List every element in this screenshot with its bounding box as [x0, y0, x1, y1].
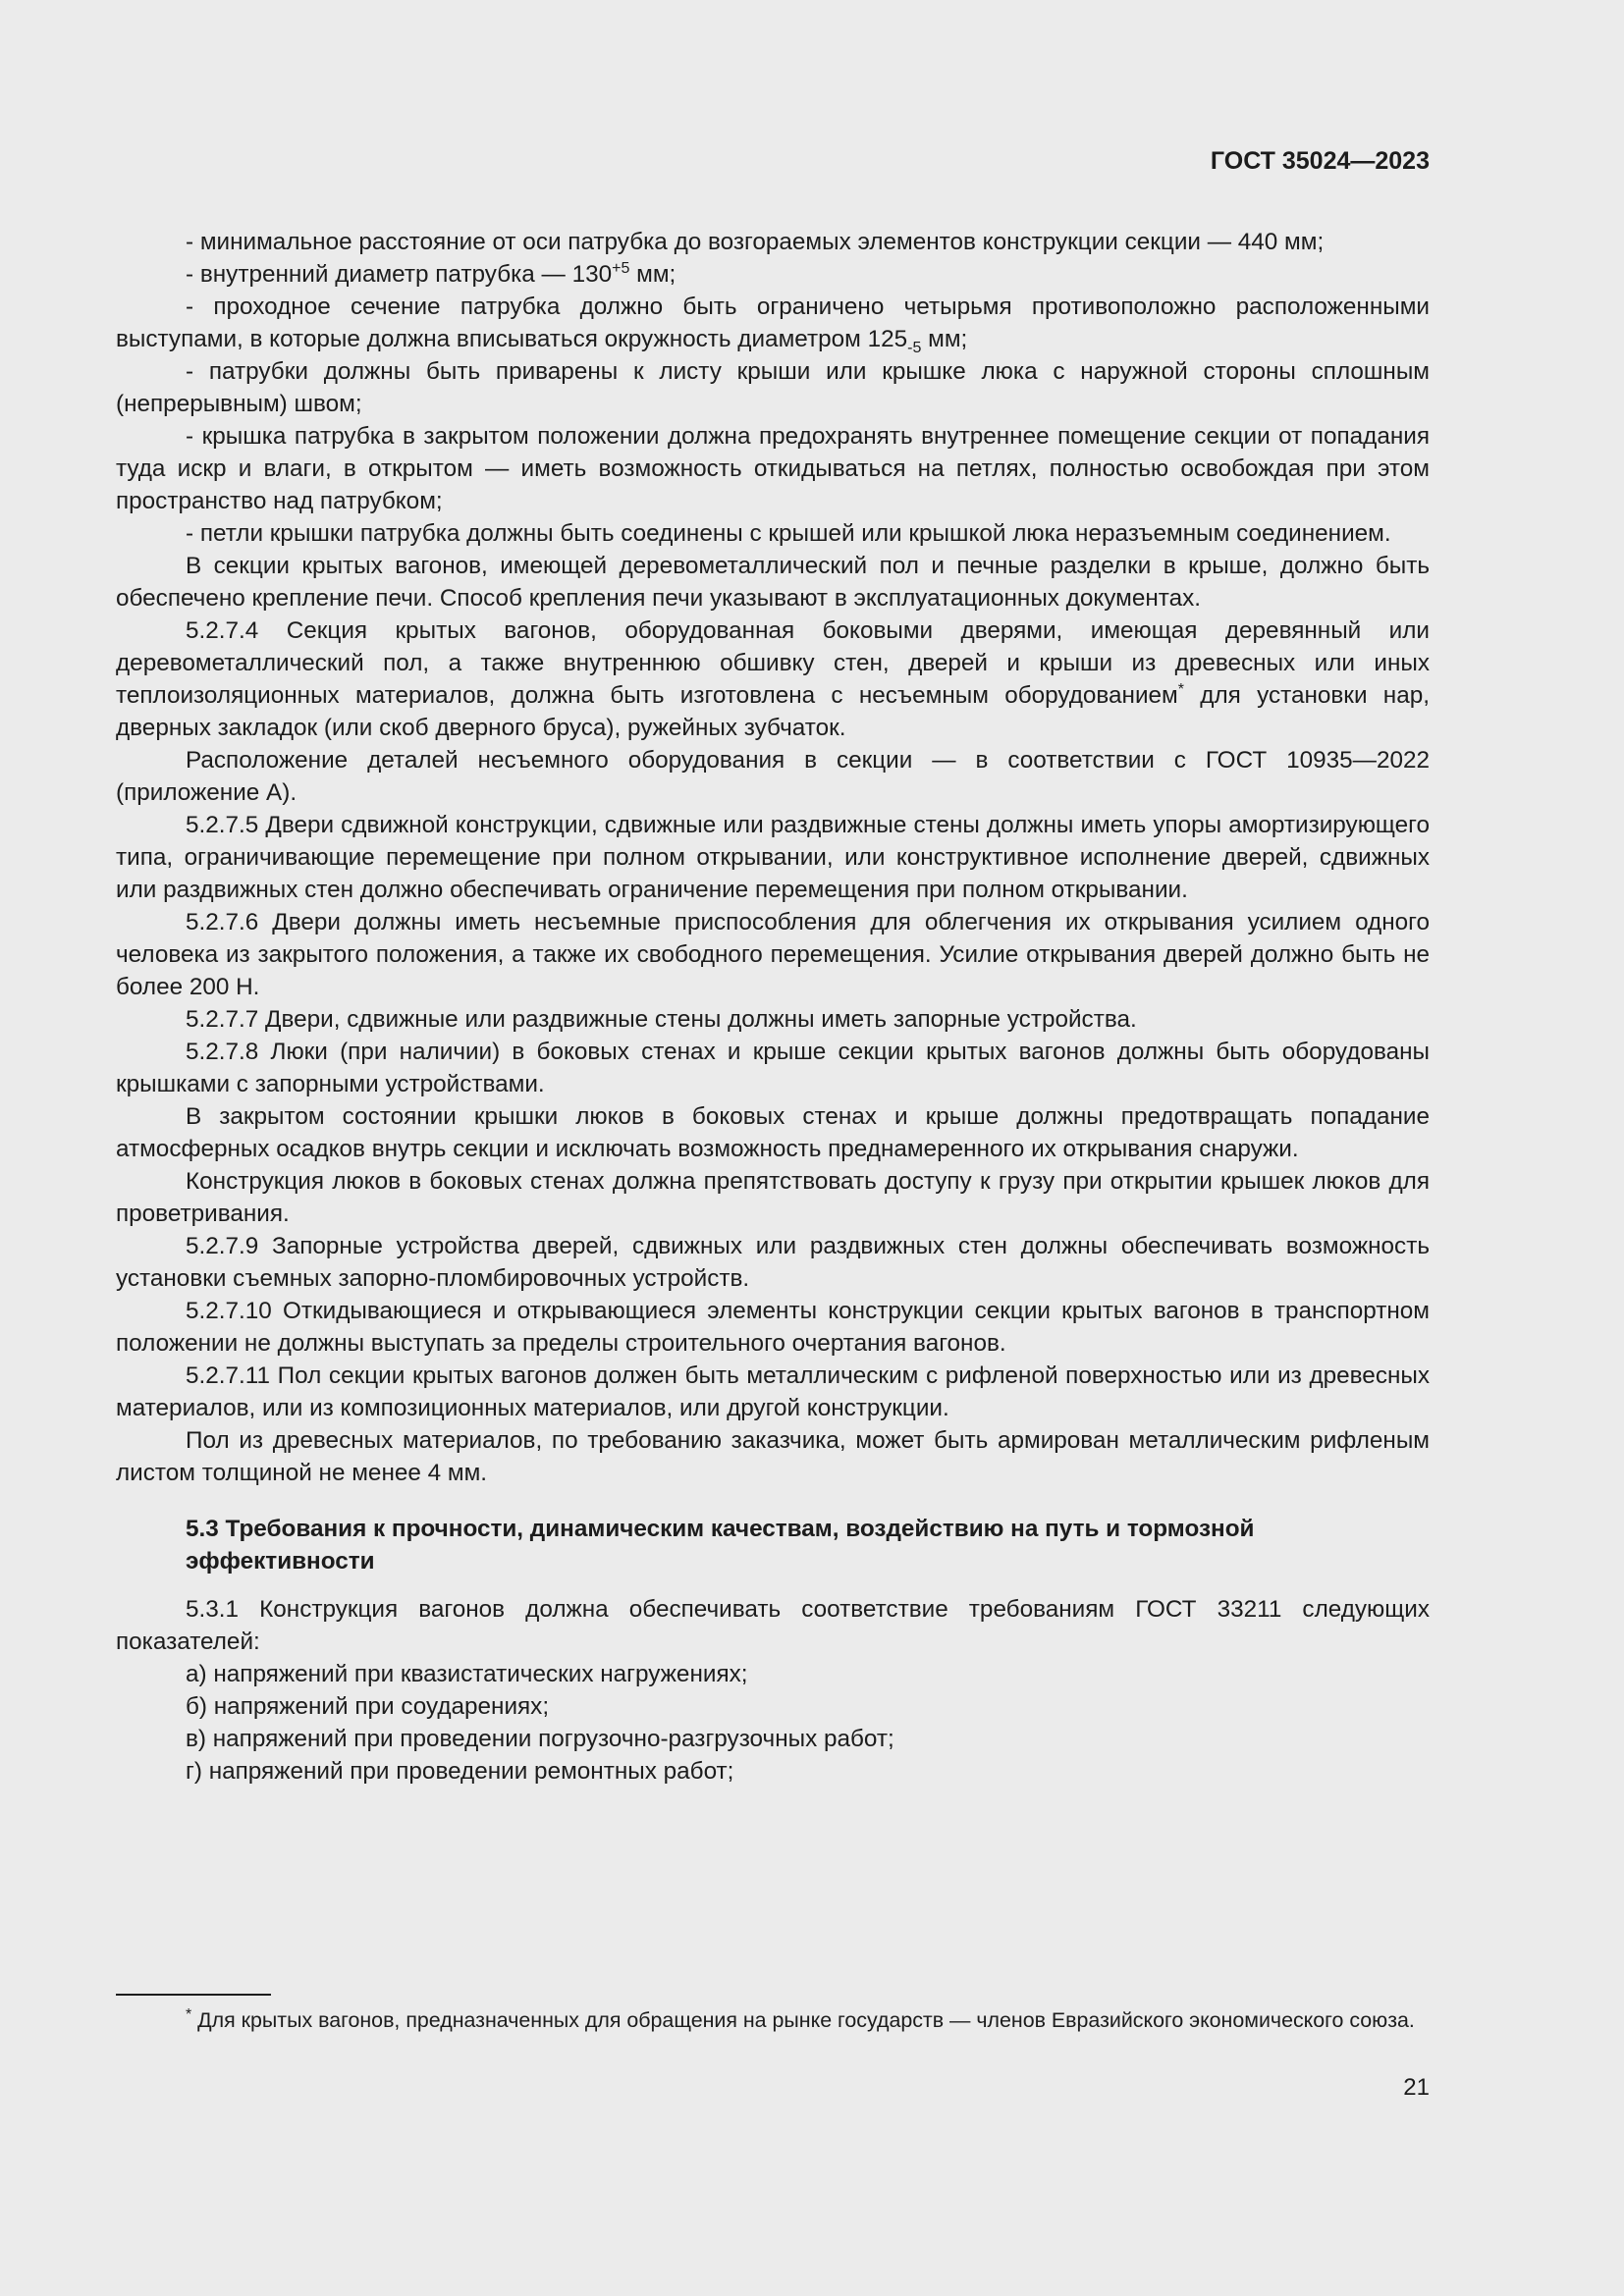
paragraph: 5.2.7.7 Двери, сдвижные или раздвижные стены должны иметь запорные устройства. — [186, 1006, 1137, 1033]
list-item: б) напряжений при соударениях; — [186, 1693, 550, 1720]
paragraph: - минимальное расстояние от оси патрубка до возгораемых элементов конструкции секции — 440 мм; — [186, 229, 1325, 255]
page-number: 21 — [1403, 2074, 1430, 2101]
paragraph: 5.2.7.6 Двери должны иметь несъемные приспособления для облегчения их открывания усилием одного человека из закрытого положения, а также их свободного перемещения. Усилие открывания дверей должно быть не более 200 Н. — [116, 909, 1430, 1000]
paragraph: В секции крытых вагонов, имеющей деревометаллический пол и печные разделки в крыше, должно быть обеспечено крепление печи. Способ крепления печи указывают в эксплуатационных документах. — [116, 553, 1430, 612]
paragraph: 5.2.7.4 Секция крытых вагонов, оборудованная боковыми дверями, имеющая деревянный или деревометаллический пол, а также внутреннюю обшивку стен, дверей и крыши из древесных или иных теплоизоляционных материалов, должна быть изготовлена с несъемным оборудованием* для установки нар, дверных закладок (или скоб дверного бруса), ружейных зубчаток. — [116, 617, 1430, 741]
list-item: в) напряжений при проведении погрузочно-разгрузочных работ; — [186, 1726, 894, 1752]
document-body — [116, 226, 1430, 1788]
footnote-text: Для крытых вагонов, предназначенных для обращения на рынке государств — членов Евразийского экономического союза. — [191, 2008, 1415, 2032]
paragraph: - петли крышки патрубка должны быть соединены с крышей или крышкой люка неразъемным соединением. — [186, 520, 1391, 547]
paragraph: В закрытом состоянии крышки люков в боковых стенах и крыше должны предотвращать попадание атмосферных осадков внутрь секции и исключать возможность преднамеренного их открывания снаружи. — [116, 1103, 1430, 1162]
list-item: г) напряжений при проведении ремонтных работ; — [186, 1758, 734, 1785]
paragraph: Расположение деталей несъемного оборудования в секции — в соответствии с ГОСТ 10935—2022 (приложение А). — [116, 747, 1430, 806]
paragraph: 5.2.7.8 Люки (при наличии) в боковых стенах и крыше секции крытых вагонов должны быть оборудованы крышками с запорными устройствами. — [116, 1039, 1430, 1097]
superscript: +5 — [612, 259, 630, 277]
list-item: а) напряжений при квазистатических нагружениях; — [186, 1661, 748, 1687]
section-heading: 5.3 Требования к прочности, динамическим качествам, воздействию на путь и тормозной эффективности — [186, 1516, 1255, 1575]
paragraph: 5.2.7.5 Двери сдвижной конструкции, сдвижные или раздвижные стены должны иметь упоры амортизирующего типа, ограничивающие перемещение при полном открывании, или конструктивное исполнение дверей, сдвижных или раздвижных стен должно обеспечивать ограничение перемещения при полном открывании. — [116, 812, 1430, 903]
footnote-marker: * — [1177, 680, 1184, 698]
footnote — [116, 2005, 1430, 2035]
paragraph: - проходное сечение патрубка должно быть ограничено четырьмя противоположно расположенными выступами, в которые должна вписываться окружность диаметром $125_{-5}$ мм; — [116, 294, 1430, 356]
paragraph: Конструкция люков в боковых стенах должна препятствовать доступу к грузу при открытии крышек люков для проветривания. — [116, 1168, 1430, 1227]
subscript: -5 — [907, 339, 922, 356]
footnote-marker: * — [186, 2005, 192, 2023]
paragraph: 5.2.7.9 Запорные устройства дверей, сдвижных или раздвижных стен должны обеспечивать возможность установки съемных запорно-пломбировочных устройств. — [116, 1233, 1430, 1292]
paragraph: - патрубки должны быть приварены к листу крыши или крышке люка с наружной стороны сплошным (непрерывным) швом; — [116, 358, 1430, 417]
document-code-header: ГОСТ 35024—2023 — [1210, 147, 1430, 175]
footnote-divider — [116, 1994, 271, 1996]
paragraph: - крышка патрубка в закрытом положении должна предохранять внутреннее помещение секции от попадания туда искр и влаги, в открытом — иметь возможность откидываться на петлях, полностью освобождая при этом пространство над патрубком; — [116, 423, 1430, 514]
paragraph: - внутренний диаметр патрубка — $130^{+5}$ мм; — [186, 259, 677, 288]
paragraph: Пол из древесных материалов, по требованию заказчика, может быть армирован металлическим рифленым листом толщиной не менее 4 мм. — [116, 1427, 1430, 1486]
paragraph: 5.2.7.11 Пол секции крытых вагонов должен быть металлическим с рифленой поверхностью или из древесных материалов, или из композиционных материалов, или другой конструкции. — [116, 1362, 1430, 1421]
paragraph: 5.3.1 Конструкция вагонов должна обеспечивать соответствие требованиям ГОСТ 33211 следующих показателей: — [116, 1596, 1430, 1655]
paragraph: 5.2.7.10 Откидывающиеся и открывающиеся элементы конструкции секции крытых вагонов в транспортном положении не должны выступать за пределы строительного очертания вагонов. — [116, 1298, 1430, 1357]
